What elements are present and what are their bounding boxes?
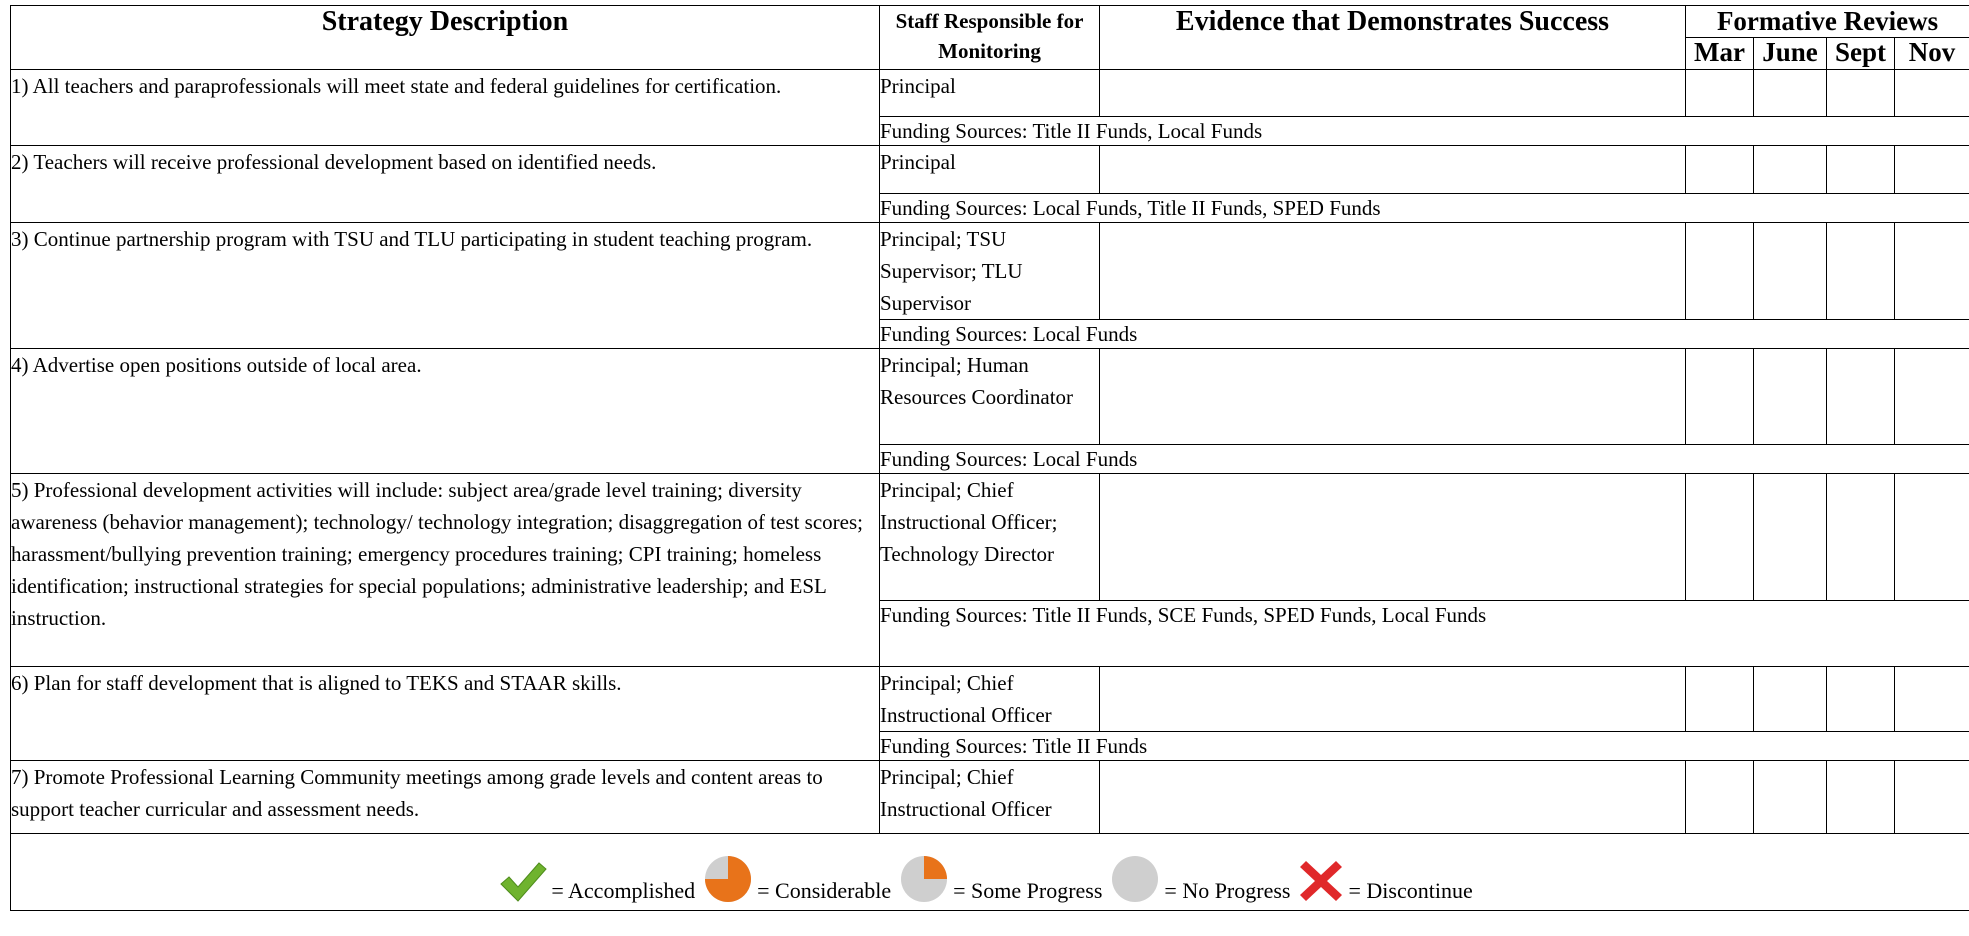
header-month-june: June [1754, 38, 1827, 70]
review-cell-nov [1895, 667, 1969, 732]
evidence-cell [1100, 70, 1686, 117]
funding-sources: Funding Sources: Title II Funds, Local Funds [880, 117, 1969, 146]
pie-three-quarter-icon [703, 854, 753, 904]
staff-cell: Principal; Chief Instructional Officer [880, 761, 1100, 834]
staff-cell: Principal; Chief Instructional Officer [880, 667, 1100, 732]
legend-label: = Considerable [757, 878, 892, 903]
red-x-icon [1298, 858, 1344, 904]
strategy-table [10, 5, 1969, 911]
table-row: 5) Professional development activities will include: subject area/grade level training; diversity awareness (behavior management); technology/ technology integration; disaggregation of test scores; harassment/bullying prevention training; emergency procedures training; CPI training; homeless identification; instructional strategies for special populations; administrative leadership; and ESL instruction. [11, 474, 880, 667]
review-cell-june [1754, 667, 1827, 732]
evidence-cell [1100, 761, 1686, 834]
legend-label: = Some Progress [953, 878, 1103, 903]
review-cell-sept [1827, 146, 1895, 194]
evidence-cell [1100, 349, 1686, 445]
header-strategy: Strategy Description [11, 6, 880, 70]
header-month-mar: Mar [1686, 38, 1754, 70]
legend-item-considerable [703, 854, 899, 904]
legend-row [11, 834, 1969, 911]
legend-item-accomplished [499, 860, 703, 904]
legend [499, 854, 1480, 904]
evidence-cell [1100, 223, 1686, 320]
review-cell-nov [1895, 349, 1969, 445]
review-cell-june [1754, 146, 1827, 194]
review-cell-nov [1895, 474, 1969, 601]
staff-cell: Principal [880, 70, 1100, 117]
funding-sources: Funding Sources: Title II Funds, SCE Funds, SPED Funds, Local Funds [880, 601, 1969, 667]
evidence-cell [1100, 146, 1686, 194]
header-staff: Staff Responsible for Monitoring [880, 6, 1100, 70]
review-cell-nov [1895, 223, 1969, 320]
review-cell-sept [1827, 667, 1895, 732]
checkmark-icon [499, 860, 547, 904]
staff-cell: Principal; TSU Supervisor; TLU Supervisor [880, 223, 1100, 320]
review-cell-sept [1827, 761, 1895, 834]
table-row: 7) Promote Professional Learning Community meetings among grade levels and content areas to support teacher curricular and assessment needs. [11, 761, 880, 834]
funding-sources: Funding Sources: Local Funds [880, 445, 1969, 474]
review-cell-june [1754, 474, 1827, 601]
review-cell-sept [1827, 474, 1895, 601]
review-cell-nov [1895, 70, 1969, 117]
legend-item-some-progress [899, 854, 1110, 904]
review-cell-mar [1686, 146, 1754, 194]
table-row: 1) All teachers and paraprofessionals will meet state and federal guidelines for certification. [11, 70, 880, 146]
table-row: 2) Teachers will receive professional development based on identified needs. [11, 146, 880, 223]
legend-label: = No Progress [1164, 878, 1291, 903]
review-cell-mar [1686, 349, 1754, 445]
evidence-cell [1100, 474, 1686, 601]
header-month-nov: Nov [1895, 38, 1969, 70]
review-cell-sept [1827, 223, 1895, 320]
gray-circle-icon [1110, 854, 1160, 904]
review-cell-june [1754, 223, 1827, 320]
evidence-cell [1100, 667, 1686, 732]
review-cell-sept [1827, 70, 1895, 117]
table-row: 3) Continue partnership program with TSU and TLU participating in student teaching program. [11, 223, 880, 349]
review-cell-june [1754, 70, 1827, 117]
table-row: 6) Plan for staff development that is aligned to TEKS and STAAR skills. [11, 667, 880, 761]
review-cell-mar [1686, 474, 1754, 601]
pie-quarter-icon [899, 854, 949, 904]
review-cell-mar [1686, 667, 1754, 732]
header-month-sept: Sept [1827, 38, 1895, 70]
funding-sources: Funding Sources: Local Funds [880, 320, 1969, 349]
legend-item-discontinue [1298, 858, 1480, 904]
table-row: 4) Advertise open positions outside of local area. [11, 349, 880, 474]
review-cell-nov [1895, 761, 1969, 834]
review-cell-mar [1686, 70, 1754, 117]
staff-cell: Principal; Chief Instructional Officer; Technology Director [880, 474, 1100, 601]
staff-cell: Principal [880, 146, 1100, 194]
legend-item-no-progress [1110, 854, 1298, 904]
header-formative-reviews: Formative Reviews [1686, 6, 1969, 38]
header-evidence: Evidence that Demonstrates Success [1100, 6, 1686, 70]
review-cell-mar [1686, 223, 1754, 320]
funding-sources: Funding Sources: Local Funds, Title II Funds, SPED Funds [880, 194, 1969, 223]
review-cell-nov [1895, 146, 1969, 194]
funding-sources: Funding Sources: Title II Funds [880, 732, 1969, 761]
legend-label: = Discontinue [1348, 878, 1473, 903]
staff-cell: Principal; Human Resources Coordinator [880, 349, 1100, 445]
legend-label: = Accomplished [551, 878, 696, 903]
review-cell-sept [1827, 349, 1895, 445]
review-cell-mar [1686, 761, 1754, 834]
review-cell-june [1754, 349, 1827, 445]
review-cell-june [1754, 761, 1827, 834]
